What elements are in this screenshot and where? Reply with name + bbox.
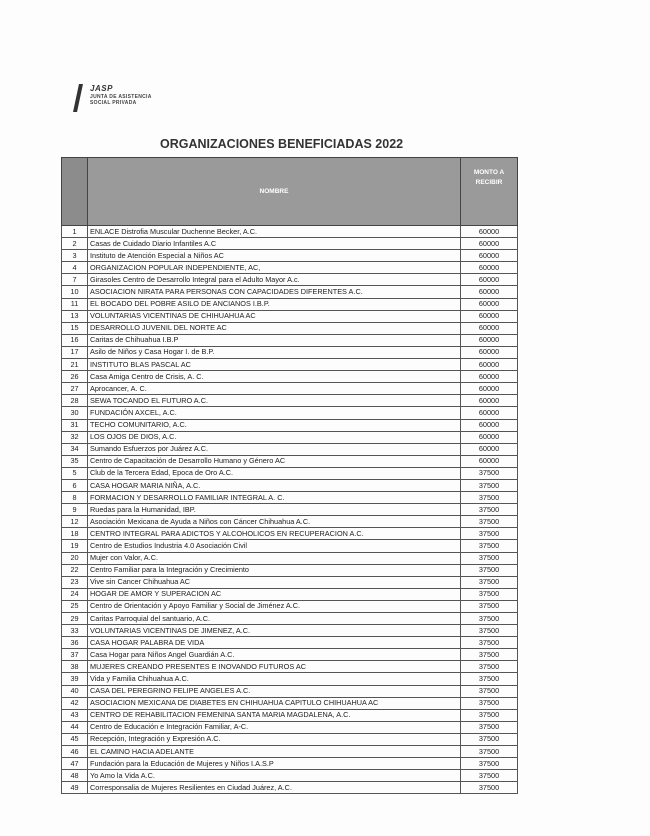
row-amount: 37500: [461, 758, 518, 770]
table-row: [62, 709, 518, 721]
row-number: 33: [62, 625, 88, 637]
row-amount: 37500: [461, 697, 518, 709]
row-name: ASOCIACION NIRATA PARA PERSONAS CON CAPACIDADES DIFERENTES A.C.: [88, 286, 461, 298]
row-amount: 37500: [461, 467, 518, 479]
row-name: Centro Familiar para la Integración y Crecimiento: [88, 564, 461, 576]
row-amount: 37500: [461, 782, 518, 794]
page-title: ORGANIZACIONES BENEFICIADAS 2022: [160, 137, 404, 151]
row-number: 30: [62, 407, 88, 419]
row-number: 44: [62, 721, 88, 733]
logo-mark: [73, 84, 83, 112]
row-number: 8: [62, 492, 88, 504]
table-row: [62, 359, 518, 371]
table-row: [62, 310, 518, 322]
row-name: Asociación Mexicana de Ayuda a Niños con Cáncer Chihuahua A.C.: [88, 516, 461, 528]
row-name: Yo Amo la Vida A.C.: [88, 770, 461, 782]
row-number: 23: [62, 576, 88, 588]
row-number: 18: [62, 528, 88, 540]
row-amount: 37500: [461, 479, 518, 491]
row-amount: 60000: [461, 226, 518, 238]
row-amount: 60000: [461, 383, 518, 395]
row-number: 26: [62, 371, 88, 383]
table-row: [62, 298, 518, 310]
row-amount: 37500: [461, 709, 518, 721]
row-amount: 37500: [461, 721, 518, 733]
table-row: [62, 613, 518, 625]
row-number: 3: [62, 250, 88, 262]
table-row: [62, 250, 518, 262]
row-number: 31: [62, 419, 88, 431]
row-amount: 60000: [461, 286, 518, 298]
table-row: [62, 540, 518, 552]
table-row: [62, 600, 518, 612]
row-number: 7: [62, 274, 88, 286]
row-number: 5: [62, 467, 88, 479]
table-row: [62, 443, 518, 455]
row-name: Fundación para la Educación de Mujeres y Niños I.A.S.P: [88, 758, 461, 770]
row-name: Girasoles Centro de Desarrollo Integral para el Adulto Mayor A.c.: [88, 274, 461, 286]
row-amount: 37500: [461, 661, 518, 673]
row-name: FUNDACIÓN AXCEL, A.C.: [88, 407, 461, 419]
row-name: Corresponsalia de Mujeres Resilientes en Ciudad Juárez, A.C.: [88, 782, 461, 794]
row-amount: 37500: [461, 600, 518, 612]
row-name: INSTITUTO BLAS PASCAL AC: [88, 359, 461, 371]
row-amount: 60000: [461, 334, 518, 346]
table-row: [62, 576, 518, 588]
row-amount: 60000: [461, 407, 518, 419]
row-name: TECHO COMUNITARIO, A.C.: [88, 419, 461, 431]
row-number: 20: [62, 552, 88, 564]
row-amount: 60000: [461, 310, 518, 322]
table-row: [62, 552, 518, 564]
row-number: 37: [62, 649, 88, 661]
row-number: 34: [62, 443, 88, 455]
header-amount: [461, 158, 518, 226]
table-row: [62, 383, 518, 395]
table-row: [62, 334, 518, 346]
row-amount: 60000: [461, 346, 518, 358]
row-number: 35: [62, 455, 88, 467]
table-row: [62, 733, 518, 745]
table-row: [62, 346, 518, 358]
row-number: 48: [62, 770, 88, 782]
row-number: 29: [62, 613, 88, 625]
table-row: [62, 322, 518, 334]
header-amount-line1: MONTO A: [473, 169, 505, 176]
row-name: CASA HOGAR PALABRA DE VIDA: [88, 637, 461, 649]
table-row: [62, 770, 518, 782]
logo-name: JASP: [90, 84, 113, 93]
row-name: EL BOCADO DEL POBRE ASILO DE ANCIANOS I.B.P.: [88, 298, 461, 310]
table-row: [62, 721, 518, 733]
table-row: [62, 371, 518, 383]
logo-subtitle-line1: JUNTA DE ASISTENCIA: [90, 94, 152, 100]
row-name: Asilo de Niños y Casa Hogar I. de B.P.: [88, 346, 461, 358]
row-amount: 37500: [461, 625, 518, 637]
table-row: [62, 746, 518, 758]
row-number: 12: [62, 516, 88, 528]
row-name: Caritas de Chihuahua I.B.P: [88, 334, 461, 346]
row-name: HOGAR DE AMOR Y SUPERACION AC: [88, 588, 461, 600]
row-amount: 60000: [461, 443, 518, 455]
table-header-row: [62, 158, 518, 226]
row-number: 40: [62, 685, 88, 697]
row-number: 36: [62, 637, 88, 649]
row-amount: 60000: [461, 455, 518, 467]
row-number: 45: [62, 733, 88, 745]
row-name: FORMACION Y DESARROLLO FAMILIAR INTEGRAL A. C.: [88, 492, 461, 504]
table-row: [62, 419, 518, 431]
row-name: Sumando Esfuerzos por Juárez A.C.: [88, 443, 461, 455]
row-name: Centro de Orientación y Apoyo Familiar y Social de Jiménez A.C.: [88, 600, 461, 612]
row-amount: 37500: [461, 649, 518, 661]
row-name: ASOCIACION MEXICANA DE DIABETES EN CHIHUAHUA CAPITULO CHIHUAHUA AC: [88, 697, 461, 709]
row-name: CENTRO INTEGRAL PARA ADICTOS Y ALCOHOLICOS EN RECUPERACION A.C.: [88, 528, 461, 540]
row-name: EL CAMINO HACIA ADELANTE: [88, 746, 461, 758]
row-amount: 60000: [461, 359, 518, 371]
row-name: Club de la Tercera Edad, Epoca de Oro A.C.: [88, 467, 461, 479]
row-amount: 60000: [461, 298, 518, 310]
row-name: DESARROLLO JUVENIL DEL NORTE AC: [88, 322, 461, 334]
row-amount: 60000: [461, 322, 518, 334]
row-amount: 37500: [461, 540, 518, 552]
row-name: Vida y Familia Chihuahua A.C.: [88, 673, 461, 685]
table-row: [62, 274, 518, 286]
table-row: [62, 479, 518, 491]
row-name: VOLUNTARIAS VICENTINAS DE JIMENEZ, A.C.: [88, 625, 461, 637]
header-number: [62, 158, 88, 226]
table-row: [62, 395, 518, 407]
row-number: 9: [62, 504, 88, 516]
row-name: Recepción, Integración y Expresión A.C.: [88, 733, 461, 745]
row-number: 21: [62, 359, 88, 371]
row-number: 42: [62, 697, 88, 709]
row-number: 25: [62, 600, 88, 612]
row-amount: 37500: [461, 746, 518, 758]
header-name: NOMBRE: [88, 158, 461, 226]
row-amount: 37500: [461, 637, 518, 649]
table-row: [62, 226, 518, 238]
row-name: CASA DEL PEREGRINO FELIPE ANGELES A.C.: [88, 685, 461, 697]
row-name: Centro de Educación e Integración Familiar, A-C.: [88, 721, 461, 733]
row-name: VOLUNTARIAS VICENTINAS DE CHIHUAHUA AC: [88, 310, 461, 322]
row-number: 2: [62, 238, 88, 250]
table-row: [62, 262, 518, 274]
row-number: 47: [62, 758, 88, 770]
table-row: [62, 673, 518, 685]
row-amount: 37500: [461, 576, 518, 588]
row-name: ENLACE Distrofia Muscular Duchenne Becker, A.C.: [88, 226, 461, 238]
beneficiaries-table: [61, 157, 518, 794]
row-name: ORGANIZACION POPULAR INDEPENDIENTE, AC,: [88, 262, 461, 274]
row-name: Centro de Estudios Industria 4.0 Asociación Civil: [88, 540, 461, 552]
row-amount: 60000: [461, 395, 518, 407]
row-name: SEWA TOCANDO EL FUTURO A.C.: [88, 395, 461, 407]
row-amount: 60000: [461, 262, 518, 274]
row-amount: 37500: [461, 770, 518, 782]
row-name: Casa Hogar para Niños Angel Guardián A.C.: [88, 649, 461, 661]
row-number: 11: [62, 298, 88, 310]
row-name: Ruedas para la Humanidad, IBP.: [88, 504, 461, 516]
table-row: [62, 564, 518, 576]
row-number: 6: [62, 479, 88, 491]
table-row: [62, 431, 518, 443]
table-row: [62, 467, 518, 479]
row-amount: 37500: [461, 673, 518, 685]
table-body: [62, 226, 518, 794]
table-row: [62, 685, 518, 697]
table-row: [62, 528, 518, 540]
row-amount: 37500: [461, 613, 518, 625]
row-amount: 37500: [461, 528, 518, 540]
row-amount: 37500: [461, 552, 518, 564]
row-name: CASA HOGAR MARIA NIÑA, A.C.: [88, 479, 461, 491]
row-number: 10: [62, 286, 88, 298]
table-row: [62, 516, 518, 528]
row-name: CENTRO DE REHABILITACION FEMENINA SANTA MARIA MAGDALENA, A.C.: [88, 709, 461, 721]
table-row: [62, 455, 518, 467]
row-number: 32: [62, 431, 88, 443]
table-row: [62, 588, 518, 600]
row-name: MUJERES CREANDO PRESENTES E INOVANDO FUTUROS AC: [88, 661, 461, 673]
table-row: [62, 637, 518, 649]
table-row: [62, 286, 518, 298]
row-number: 4: [62, 262, 88, 274]
row-name: Vive sin Cancer Chihuahua AC: [88, 576, 461, 588]
table-row: [62, 238, 518, 250]
row-amount: 60000: [461, 238, 518, 250]
table-row: [62, 625, 518, 637]
header-amount-line2: RECIBIR: [475, 179, 503, 186]
row-amount: 60000: [461, 419, 518, 431]
logo-subtitle-line2: SOCIAL PRIVADA: [90, 100, 137, 106]
row-name: Aprocancer, A. C.: [88, 383, 461, 395]
table-row: [62, 649, 518, 661]
row-amount: 37500: [461, 564, 518, 576]
row-amount: 37500: [461, 588, 518, 600]
row-name: Casa Amiga Centro de Crisis, A. C.: [88, 371, 461, 383]
row-number: 1: [62, 226, 88, 238]
row-amount: 60000: [461, 371, 518, 383]
table-row: [62, 697, 518, 709]
row-number: 19: [62, 540, 88, 552]
row-amount: 37500: [461, 516, 518, 528]
row-amount: 60000: [461, 274, 518, 286]
row-number: 17: [62, 346, 88, 358]
row-amount: 60000: [461, 250, 518, 262]
row-number: 38: [62, 661, 88, 673]
row-name: Caritas Parroquial del santuario, A.C.: [88, 613, 461, 625]
row-name: Casas de Cuidado Diario Infantiles A.C: [88, 238, 461, 250]
row-number: 24: [62, 588, 88, 600]
row-name: Mujer con Valor, A.C.: [88, 552, 461, 564]
table-row: [62, 782, 518, 794]
table-row: [62, 504, 518, 516]
row-amount: 60000: [461, 431, 518, 443]
row-number: 43: [62, 709, 88, 721]
table-row: [62, 407, 518, 419]
row-number: 13: [62, 310, 88, 322]
row-number: 28: [62, 395, 88, 407]
row-name: Instituto de Atención Especial a Niños AC: [88, 250, 461, 262]
row-amount: 37500: [461, 504, 518, 516]
row-amount: 37500: [461, 492, 518, 504]
row-number: 15: [62, 322, 88, 334]
table-row: [62, 661, 518, 673]
table-row: [62, 492, 518, 504]
row-number: 22: [62, 564, 88, 576]
row-amount: 37500: [461, 685, 518, 697]
row-amount: 37500: [461, 733, 518, 745]
row-number: 27: [62, 383, 88, 395]
row-number: 16: [62, 334, 88, 346]
row-number: 46: [62, 746, 88, 758]
row-name: LOS OJOS DE DIOS, A.C.: [88, 431, 461, 443]
row-number: 49: [62, 782, 88, 794]
row-number: 39: [62, 673, 88, 685]
row-name: Centro de Capacitación de Desarrollo Humano y Género AC: [88, 455, 461, 467]
table-row: [62, 758, 518, 770]
